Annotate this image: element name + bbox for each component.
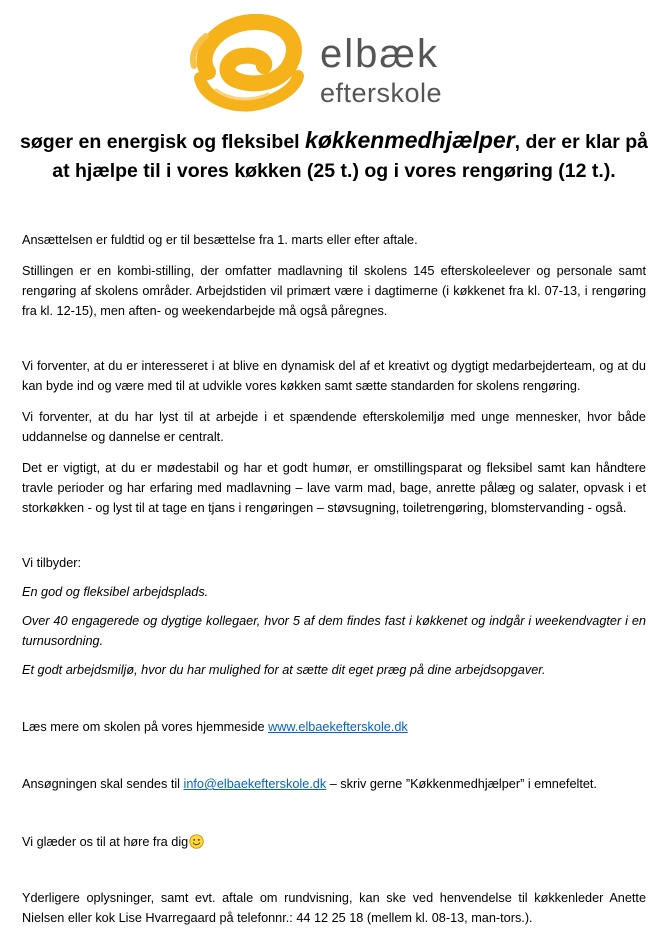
email-link[interactable]: info@elbaekefterskole.dk	[183, 777, 327, 791]
headline-lead: søger en energisk og fleksibel	[20, 131, 306, 153]
important-paragraph: Det er vigtigt, at du er mødestabil og har et godt humør, er omstillingsparat og fleksibel samt kan håndtere travle perioder og har erfaring med madlavning – lave varm mad, bage, anrette pålæg og salater, opvask i et storkøkken - og lyst til at tage en tjans i rengøringen – støvsugning, toiletrengøring, blomstervanding - også.	[22, 461, 646, 515]
posting-body	[22, 230, 646, 928]
employment-paragraph: Ansættelsen er fuldtid og er til besættelse fra 1. marts eller efter aftale.	[22, 233, 418, 247]
website-prefix: Læs mere om skolen på vores hjemmeside	[22, 720, 269, 734]
website-line	[22, 717, 646, 737]
closing-line	[22, 832, 646, 852]
expect-paragraph-1: Vi forventer, at du er interesseret i at blive en dynamisk del af et kreativt og dygtigt medarbejderteam, og at du kan byde ind og være med til at udvikle vores køkken samt sætte standarden for skolens rengøring.	[22, 359, 646, 393]
contact-paragraph: Yderligere oplysninger, samt evt. aftale om rundvisning, kan ske ved henvendelse til køkkenleder Anette Nielsen eller kok Lise Hvarregaard på telefonnr.: 44 12 25 18 (mellem kl. 08-13, man-tors.).	[22, 891, 646, 925]
closing-text: Vi glæder os til at høre fra dig	[22, 835, 189, 849]
application-prefix: Ansøgningen skal sendes til	[22, 777, 184, 791]
offer-heading: Vi tilbyder:	[22, 556, 82, 570]
swirl-e-logo-icon	[186, 14, 306, 114]
application-line	[22, 774, 646, 794]
website-link[interactable]: www.elbaekefterskole.dk	[268, 720, 408, 734]
application-suffix: – skriv gerne ”Køkkenmedhjælper” i emnefeltet.	[326, 777, 597, 791]
smiley-face-icon	[189, 834, 204, 849]
expect-paragraph-2: Vi forventer, at du har lyst til at arbejde i et spændende efterskolemiljø med unge mennesker, hvor både uddannelse og dannelse er centralt.	[22, 410, 646, 444]
headline-rest: , der er klar på	[514, 131, 648, 153]
headline-role: køkkenmedhjælper	[305, 127, 515, 153]
offer-item: Over 40 engagerede og dygtige kollegaer, hvor 5 af dem findes fast i køkkenet og indgår i weekendvagter i en turnusordning.	[22, 614, 646, 648]
logo-subtitle: efterskole	[320, 78, 443, 108]
position-paragraph: Stillingen er en kombi-stilling, der omfatter madlavning til skolens 145 efterskoleelever og personale samt rengøring af skolens områder. Arbejdstiden vil primært være i dagtimerne (i køkkenet fra kl. 07-13, i rengøring fra kl. 12-15), men aften- og weekendarbejde må også påregnes.	[22, 264, 646, 318]
elbaek-logo	[186, 14, 476, 114]
headline-line2: at hjælpe til i vores køkken (25 t.) og i vores rengøring (12 t.).	[52, 160, 616, 182]
offer-item: En god og fleksibel arbejdsplads.	[22, 585, 209, 599]
logo-name: elbæk	[320, 32, 439, 76]
offer-item: Et godt arbejdsmiljø, hvor du har mulighed for at sætte dit eget præg på dine arbejdsopgaver.	[22, 663, 546, 677]
headline	[0, 126, 668, 186]
